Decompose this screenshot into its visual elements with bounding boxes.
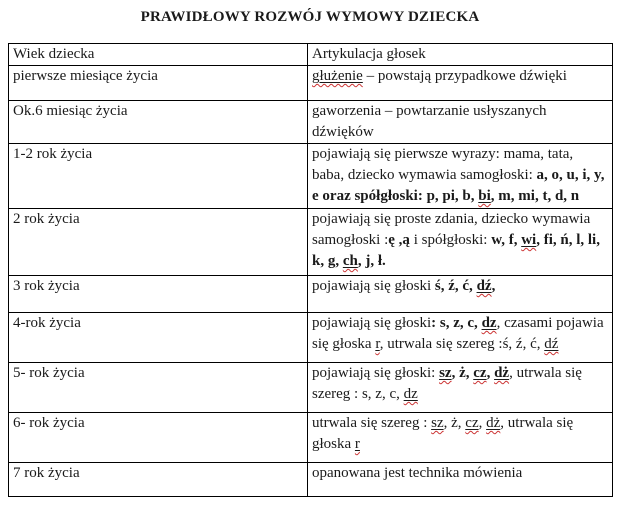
- articulation-cell: głużenie – powstają przypadkowe dźwięki: [308, 66, 613, 101]
- age-cell: 5- rok życia: [9, 363, 308, 413]
- table-row: [9, 363, 613, 413]
- age-cell: 2 rok życia: [9, 209, 308, 276]
- age-cell: 7 rok życia: [9, 463, 308, 497]
- articulation-cell: opanowana jest technika mówienia: [308, 463, 613, 497]
- age-cell: 1-2 rok życia: [9, 144, 308, 209]
- articulation-cell: pojawiają się głoski: s, z, c, dz, czasami pojawia się głoska r, utrwala się szereg :ś, ź, ć, dź: [308, 313, 613, 363]
- articulation-cell: pojawiają się głoski: sz, ż, cz, dż, utrwala się szereg : s, z, c, dz: [308, 363, 613, 413]
- age-cell: 3 rok życia: [9, 276, 308, 313]
- age-cell: 6- rok życia: [9, 413, 308, 463]
- articulation-cell: pojawiają się proste zdania, dziecko wymawia samogłoski :ę ,ą i spółgłoski: w, f, wi, fi, ń, l, li, k, g, ch, j, ł.: [308, 209, 613, 276]
- page-title: PRAWIDŁOWY ROZWÓJ WYMOWY DZIECKA: [140, 9, 480, 25]
- speech-development-table: [8, 43, 613, 497]
- table-row: [9, 276, 613, 313]
- table-row: [9, 101, 613, 144]
- table-row: [9, 144, 613, 209]
- articulation-cell: utrwala się szereg : sz, ż, cz, dż, utrwala się głoska r: [308, 413, 613, 463]
- table-row: [9, 313, 613, 363]
- age-cell: pierwsze miesiące życia: [9, 66, 308, 101]
- table-row: [9, 413, 613, 463]
- table-row: [9, 463, 613, 497]
- column-header-age: Wiek dziecka: [9, 44, 308, 66]
- age-cell: Ok.6 miesiąc życia: [9, 101, 308, 144]
- articulation-cell: pojawiają się pierwsze wyrazy: mama, tata, baba, dziecko wymawia samogłoski: a, o, u, i, y, e oraz spółgłoski: p, pi, b, bi, m, mi, t, d, n: [308, 144, 613, 209]
- table-header-row: [9, 44, 613, 66]
- articulation-cell: gaworzenia – powtarzanie usłyszanych dźwięków: [308, 101, 613, 144]
- articulation-cell: pojawiają się głoski ś, ź, ć, dź,: [308, 276, 613, 313]
- table-row: [9, 209, 613, 276]
- column-header-articulation: Artykulacja głosek: [308, 44, 613, 66]
- table-row: [9, 66, 613, 101]
- age-cell: 4-rok życia: [9, 313, 308, 363]
